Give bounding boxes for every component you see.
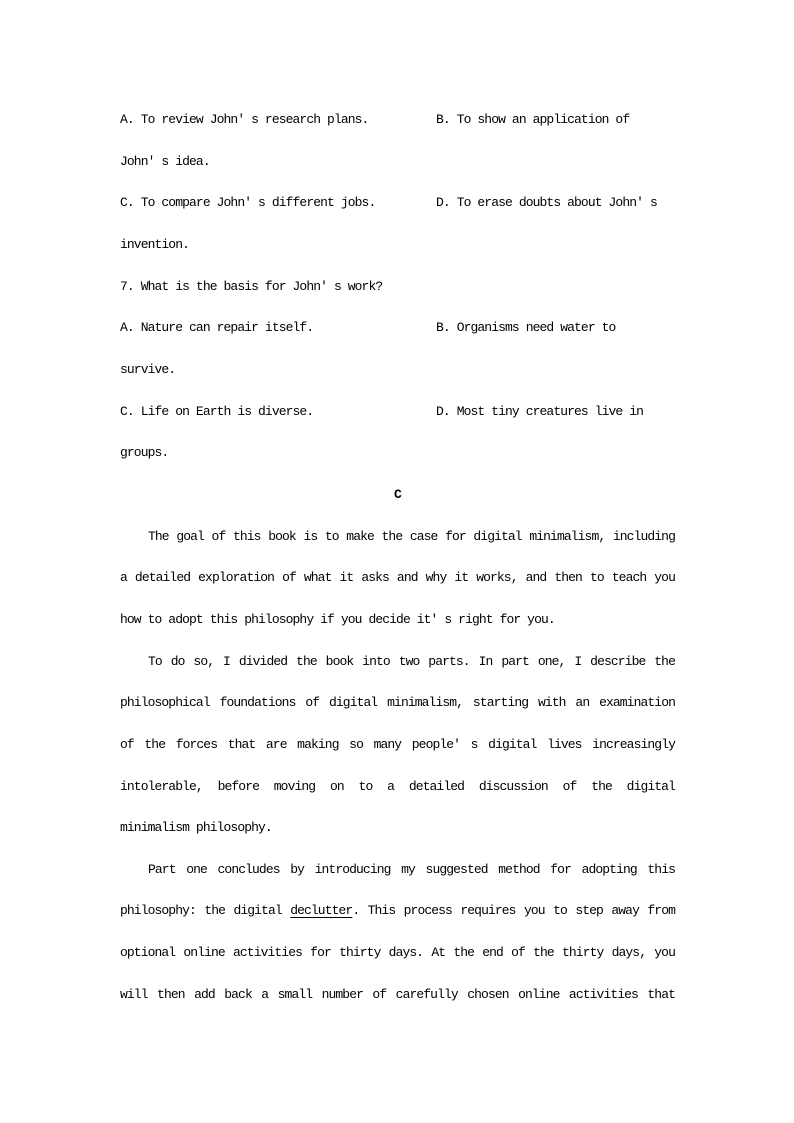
option-text-left: 7. What is the basis for John' s work? xyxy=(120,278,383,294)
option-text-right: D. Most tiny creatures live in xyxy=(436,403,644,419)
passage-line xyxy=(120,599,675,641)
passage-text: how to adopt this philosophy if you decide it' s right for you. xyxy=(120,611,555,627)
passage-line xyxy=(120,641,675,683)
passage-line xyxy=(120,516,675,558)
passage-line xyxy=(120,890,675,932)
underlined-term: declutter xyxy=(290,903,353,919)
question-line xyxy=(120,349,675,391)
passage xyxy=(120,516,675,1016)
passage-line xyxy=(120,849,675,891)
option-text-right: D. To erase doubts about John' s xyxy=(436,195,657,211)
passage-line xyxy=(120,557,675,599)
passage-line xyxy=(120,932,675,974)
passage-line xyxy=(120,766,675,808)
passage-text: will then add back a small number of carefully chosen online activities that xyxy=(120,986,675,1002)
option-text-left: A. To review John' s research plans. xyxy=(120,112,369,127)
passage-line xyxy=(120,682,675,724)
paragraph xyxy=(120,849,675,1016)
paragraph xyxy=(120,641,675,849)
passage-text: optional online activities for thirty days. At the end of the thirty days, you xyxy=(120,945,675,961)
option-text-left: invention. xyxy=(120,236,190,252)
question-line xyxy=(120,266,675,308)
option-text-left: A. Nature can repair itself. xyxy=(120,320,314,336)
question-line xyxy=(120,391,675,433)
passage-text: philosophical foundations of digital minimalism, starting with an examination xyxy=(120,695,675,711)
option-text-left: C. To compare John' s different jobs. xyxy=(120,195,376,211)
question-line xyxy=(120,307,675,349)
question-line xyxy=(120,432,675,474)
passage-text: philosophy: the digital xyxy=(120,903,291,919)
document-content xyxy=(120,99,675,1015)
passage-line xyxy=(120,974,675,1016)
option-text-left: groups. xyxy=(120,445,169,461)
passage-text: minimalism philosophy. xyxy=(120,820,272,836)
paragraph xyxy=(120,516,675,641)
passage-line xyxy=(120,807,675,849)
passage-text: intolerable, before moving on to a detailed discussion of the digital xyxy=(120,778,675,794)
question-line xyxy=(120,99,675,141)
passage-line xyxy=(120,724,675,766)
option-text-left: John' s idea. xyxy=(120,153,210,169)
option-text-right: B. Organisms need water to xyxy=(436,320,616,336)
question-block xyxy=(120,99,675,474)
section-heading: C xyxy=(394,486,401,502)
passage-text: . This process requires you to step away from xyxy=(352,903,675,919)
option-text-left: C. Life on Earth is diverse. xyxy=(120,403,314,419)
option-text-left: survive. xyxy=(120,361,176,377)
question-line xyxy=(120,224,675,266)
question-line xyxy=(120,141,675,183)
passage-text: of the forces that are making so many people' s digital lives increasingly xyxy=(120,736,675,752)
passage-text: The goal of this book is to make the case for digital minimalism, including xyxy=(148,528,675,544)
option-text-right: B. To show an application of xyxy=(436,112,630,127)
passage-text: Part one concludes by introducing my suggested method for adopting this xyxy=(148,861,675,877)
question-line xyxy=(120,182,675,224)
passage-text: a detailed exploration of what it asks and why it works, and then to teach you xyxy=(120,570,675,586)
passage-text: To do so, I divided the book into two parts. In part one, I describe the xyxy=(148,653,675,669)
